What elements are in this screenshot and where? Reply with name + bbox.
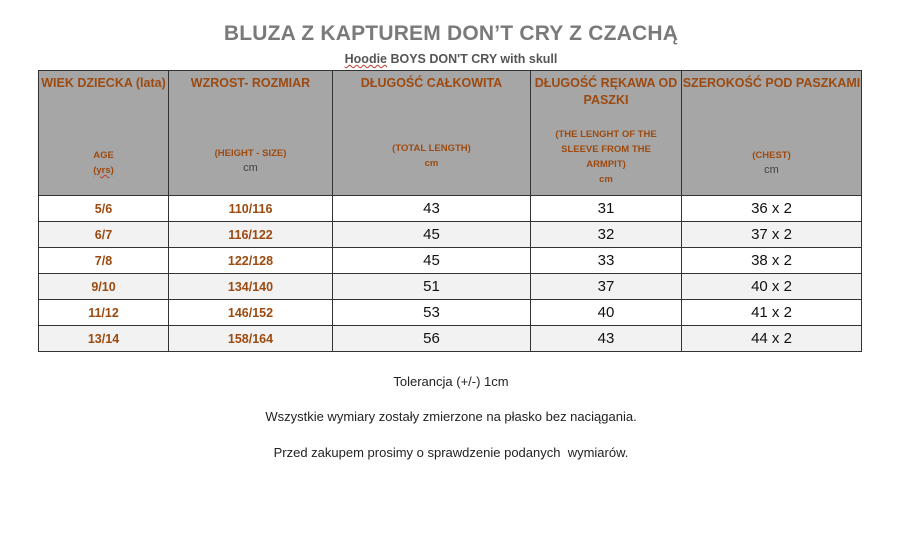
table-row xyxy=(39,300,862,326)
cell-size: 134/140 xyxy=(169,274,333,300)
cell-age: 7/8 xyxy=(39,248,169,274)
cell-size: 158/164 xyxy=(169,326,333,352)
header-height-unit: cm xyxy=(243,162,258,174)
cell-chest: 36 x 2 xyxy=(682,196,862,222)
table-row xyxy=(39,222,862,248)
cell-sleeve: 43 xyxy=(531,326,682,352)
cell-total: 45 xyxy=(333,248,531,274)
header-total-length xyxy=(333,71,531,196)
header-height xyxy=(169,71,333,196)
header-sleeve-sub: (THE LENGHT OF THE SLEEVE FROM THE ARMPIT) xyxy=(555,129,657,170)
cell-size: 122/128 xyxy=(169,248,333,274)
header-age xyxy=(39,71,169,196)
cell-age: 9/10 xyxy=(39,274,169,300)
cell-size: 146/152 xyxy=(169,300,333,326)
header-height-sub: (HEIGHT - SIZE) xyxy=(214,148,287,159)
header-age-main: WIEK DZIECKA (lata) xyxy=(41,76,166,90)
size-table xyxy=(38,70,862,352)
cell-sleeve: 40 xyxy=(531,300,682,326)
page-subtitle xyxy=(0,52,902,66)
cell-sleeve: 32 xyxy=(531,222,682,248)
table-header-row xyxy=(39,71,862,196)
table-row xyxy=(39,326,862,352)
cell-age: 6/7 xyxy=(39,222,169,248)
cell-chest: 38 x 2 xyxy=(682,248,862,274)
check-note: Przed zakupem prosimy o sprawdzenie podanych wymiarów. xyxy=(273,445,629,460)
cell-total: 43 xyxy=(333,196,531,222)
header-total-unit: cm xyxy=(424,158,439,169)
header-age-unit: (yrs) xyxy=(93,165,114,176)
header-age-sub: AGE xyxy=(93,150,114,161)
cell-total: 53 xyxy=(333,300,531,326)
cell-age: 5/6 xyxy=(39,196,169,222)
tolerance-note: Tolerancja (+/-) 1cm xyxy=(393,374,509,389)
page-title: BLUZA Z KAPTUREM DON’T CRY Z CZACHĄ xyxy=(223,22,679,45)
header-chest xyxy=(682,71,862,196)
cell-chest: 44 x 2 xyxy=(682,326,862,352)
cell-sleeve: 37 xyxy=(531,274,682,300)
header-total-sub: (TOTAL LENGTH) xyxy=(392,143,471,154)
header-sleeve-main: DŁUGOŚĆ RĘKAWA OD PASZKI xyxy=(534,76,678,107)
header-chest-main: SZEROKOŚĆ POD PASZKAMI xyxy=(682,76,861,90)
cell-total: 56 xyxy=(333,326,531,352)
cell-size: 110/116 xyxy=(169,196,333,222)
cell-chest: 40 x 2 xyxy=(682,274,862,300)
table-row xyxy=(39,248,862,274)
subtitle-rest: BOYS DON'T CRY with skull xyxy=(387,52,558,66)
flat-measure-note: Wszystkie wymiary zostały zmierzone na płasko bez naciągania. xyxy=(265,409,637,424)
table-row xyxy=(39,196,862,222)
cell-age: 11/12 xyxy=(39,300,169,326)
cell-chest: 41 x 2 xyxy=(682,300,862,326)
header-height-main: WZROST- ROZMIAR xyxy=(190,76,311,90)
cell-age: 13/14 xyxy=(39,326,169,352)
header-chest-sub: (CHEST) xyxy=(752,150,791,161)
header-sleeve-unit: cm xyxy=(599,174,613,185)
cell-total: 51 xyxy=(333,274,531,300)
header-sleeve xyxy=(531,71,682,196)
cell-size: 116/122 xyxy=(169,222,333,248)
subtitle-word: Hoodie xyxy=(344,52,387,66)
cell-sleeve: 31 xyxy=(531,196,682,222)
cell-sleeve: 33 xyxy=(531,248,682,274)
table-row xyxy=(39,274,862,300)
header-chest-unit: cm xyxy=(764,164,779,176)
cell-chest: 37 x 2 xyxy=(682,222,862,248)
header-total-main: DŁUGOŚĆ CAŁKOWITA xyxy=(360,76,503,90)
cell-total: 45 xyxy=(333,222,531,248)
